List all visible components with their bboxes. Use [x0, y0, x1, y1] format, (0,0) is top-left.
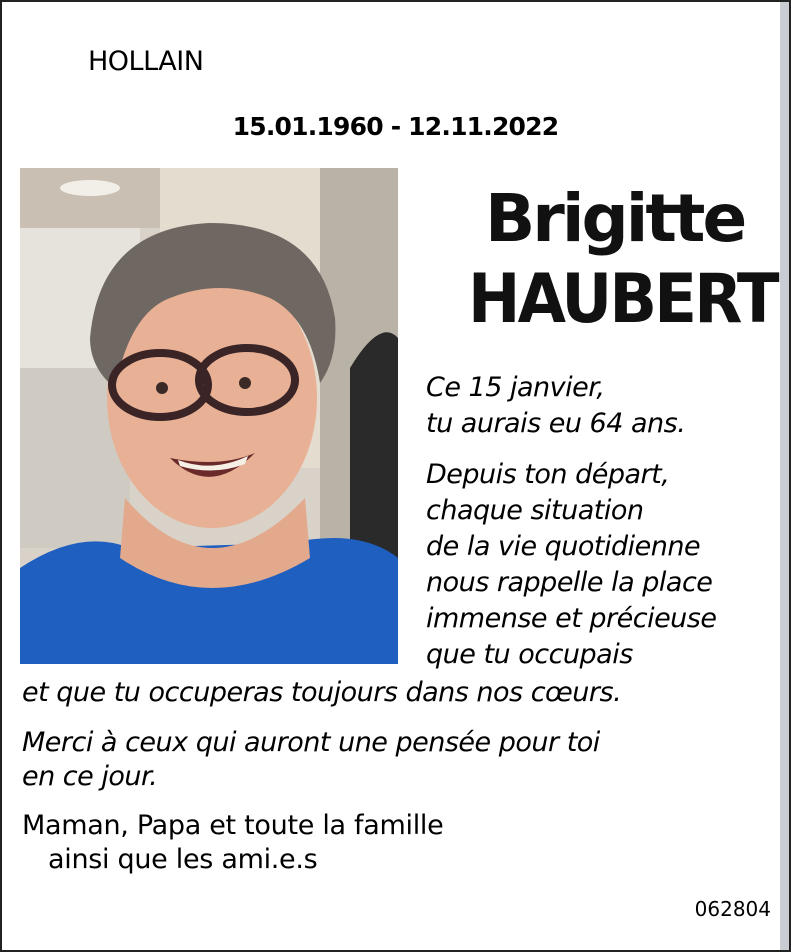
message-thanks [22, 726, 600, 794]
portrait-photo-icon [20, 168, 398, 664]
message-line: en ce jour. [22, 761, 158, 792]
message-stanza-1 [426, 370, 685, 442]
message-line: nous rappelle la place [426, 567, 713, 598]
message-full-line [22, 675, 621, 711]
signature-line-2: ainsi que les ami.e.s [48, 844, 318, 875]
reference-number: 062804 [694, 897, 771, 921]
deceased-first-name: Brigitte [485, 180, 745, 257]
message-line: Depuis ton départ, [426, 459, 670, 490]
signature-line-1: Maman, Papa et toute la famille [22, 810, 444, 841]
message-line: Merci à ceux qui auront une pensée pour toi [22, 727, 600, 758]
page-edge-strip [780, 2, 789, 950]
message-line: Ce 15 janvier, [426, 372, 605, 403]
deceased-last-name: HAUBERT [468, 260, 777, 339]
message-line: immense et précieuse [426, 603, 717, 634]
portrait-photo [20, 168, 398, 664]
message-line: chaque situation [426, 495, 644, 526]
message-line: et que tu occuperas toujours dans nos cœurs. [22, 677, 622, 708]
message-line: que tu occupais [426, 639, 633, 670]
message-stanza-2 [426, 457, 716, 673]
location-label: HOLLAIN [88, 46, 204, 77]
message-line: tu aurais eu 64 ans. [426, 408, 686, 439]
message-line: de la vie quotidienne [426, 531, 701, 562]
life-dates: 15.01.1960 - 12.11.2022 [232, 112, 559, 141]
